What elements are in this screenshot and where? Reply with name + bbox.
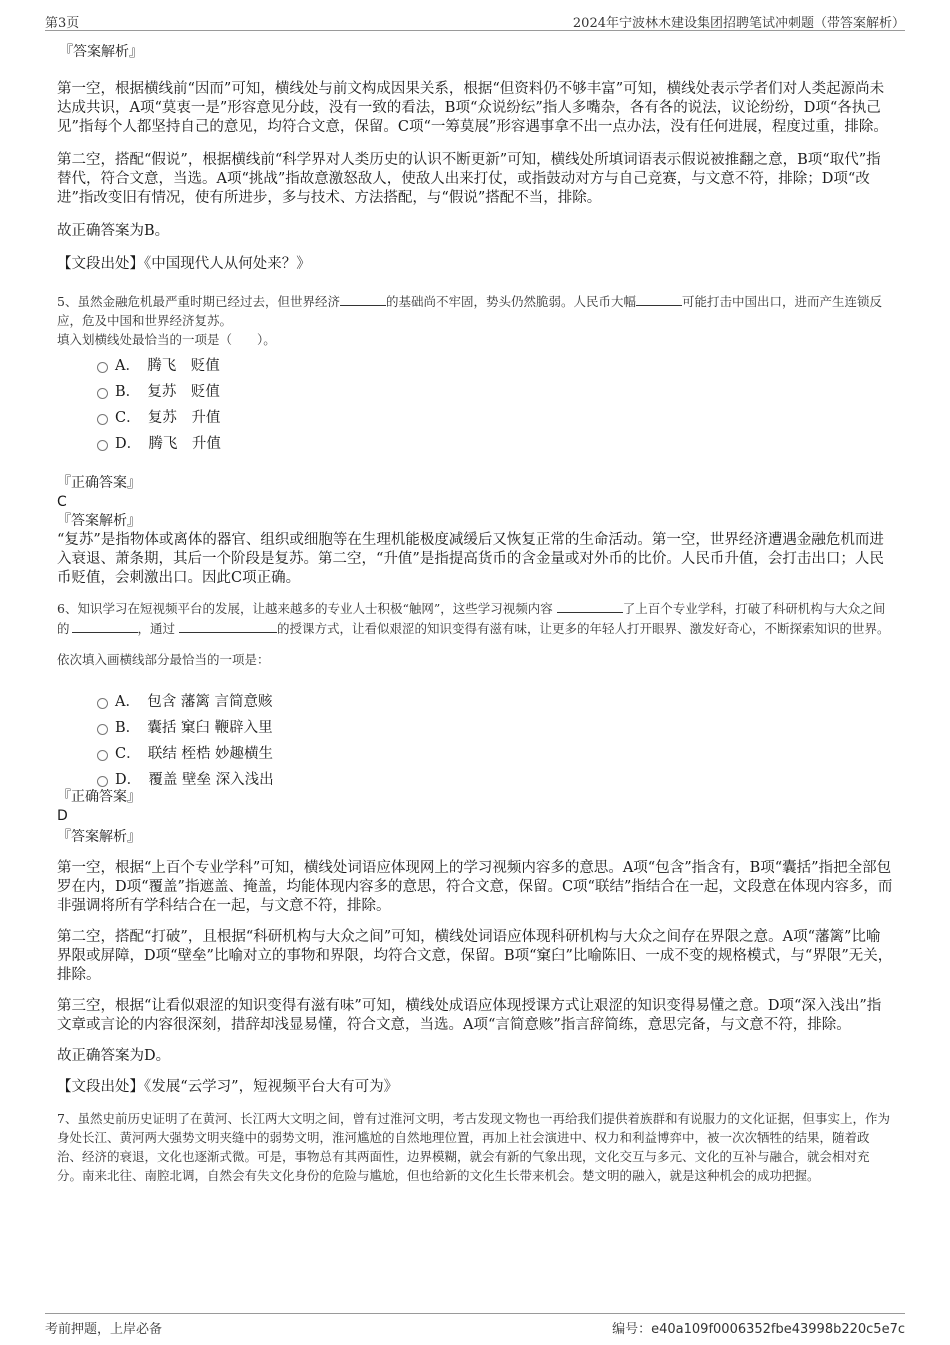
q6-answer: D: [57, 808, 68, 824]
q6-instruction: 依次填入画横线部分最恰当的一项是：: [57, 652, 270, 667]
radio-icon[interactable]: [97, 724, 108, 735]
q7-stem: 7、虽然史前历史证明了在黄河、长江两大文明之间，曾有过淮河文明，考古发现文物也一再给我们提供着族群和有说服力的文化证据，但事实上，作为身处长江、黄河两大强势文明夹缝中的弱势文明，淮河尴尬的自然地理位置，再加上社会演进中、权力和利益博弈中，被一次次牺牲的结果，随着政治、经济的衰退，文化也逐渐式微。可是，事物总有其两面性，边界模糊，就会有新的气象出现，文化交互与多元、文化的互补与融合，就会相对充分。南来北往、南腔北调，自然会有失文化身份的危险与尴尬，但也给新的文化生长带来机会。楚文明的融入，就是这种机会的成功把握。: [57, 1111, 890, 1183]
q6-stem-part4: 的授课方式，让看似艰涩的知识变得有滋有味，让更多的年轻人打开眼界、激发好奇心，不断探索知识的世界。: [277, 621, 890, 636]
q6-blank-2: [72, 618, 138, 633]
q5-instruction: 填入划横线处最恰当的一项是（ ）。: [57, 332, 276, 347]
q5-option-a[interactable]: A． 腾飞 贬值: [57, 353, 893, 379]
q5-option-d[interactable]: D． 腾飞 升值: [57, 431, 893, 457]
q6-stem-part3: ，通过: [137, 621, 176, 636]
q6-blank-3: [179, 618, 277, 633]
q4-analysis-p1: 第一空，根据横线前“因而”可知，横线处与前文构成因果关系，根据“但资料仍不够丰富”可知，横线处表示学者们对人类起源尚未达成共识，A项“莫衷一是”形容意见分歧，没有一致的看法，B项“众说纷纭”指人多嘴杂，各有各的说法，议论纷纷，D项“各执己见”指每个人都坚持自己的意见，均符合文意，保留。C项“一筹莫展”形容遇事拿不出一点办法，没有任何进展，程度过重，排除。: [57, 81, 888, 135]
q4-analysis-p2: 第二空，搭配“假说”，根据横线前“科学界对人类历史的认识不断更新”可知，横线处所填词语表示假说被推翻之意，B项“取代”指替代，符合文意，当选。A项“挑战”指故意激怒敌人，使敌人出来打仗，或指鼓动对方与自己竞赛，与文意不符，排除；D项“改进”指改变旧有情况，使有所进步，多与技术、方法搭配，与“假说”搭配不当，排除。: [57, 152, 881, 206]
q6-stem-part2: 了上百个专业学科，打破了科研机构与大众之间的: [57, 601, 886, 636]
q6-blank-1: [557, 598, 623, 613]
q6-analysis-p2: 第二空，搭配“打破”，且根据“科研机构与大众之间”可知，横线处词语应体现科研机构与大众之间存在界限之意。A项“藩篱”比喻界限或屏障，D项“壁垒”比喻对立的事物和界限，均符合文意，保留。B项“窠臼”比喻陈旧、一成不变的规格模式，与“界限”无关，排除。: [57, 929, 893, 983]
q5-stem-part1: 5、虽然金融危机最严重时期已经过去，但世界经济: [57, 294, 340, 309]
document-code-value: e40a109f0006352fbe43998b220c5e7c: [651, 1322, 905, 1337]
q4-answer-summary: 故正确答案为B。: [57, 223, 170, 239]
q6-analysis-p3: 第三空，根据“让看似艰涩的知识变得有滋有味”可知，横线处成语应体现授课方式让艰涩的知识变得易懂之意。D项“深入浅出”指文章或言论的内容很深刻，措辞却浅显易懂，符合文意，当选。A项“言简意赅”指言辞简练，意思完备，与文意不符，排除。: [57, 998, 882, 1033]
document-title: 2024年宁波林木建设集团招聘笔试冲刺题（带答案解析）: [572, 16, 905, 31]
footer-slogan: 考前押题，上岸必备: [45, 1322, 163, 1337]
q5-answer-title: 『正确答案』: [57, 475, 141, 491]
q4-analysis-title: 『答案解析』: [59, 44, 143, 60]
q6-source: 【文段出处】《发展“云学习”，短视频平台大有可为》: [57, 1079, 399, 1095]
q6-stem: [57, 598, 893, 638]
radio-icon[interactable]: [97, 362, 108, 373]
q5-stem-part3: 可能打击中国出口，进而产生连锁反应，危及中国和世界经济复苏。: [57, 294, 882, 328]
document-code: [612, 1318, 905, 1337]
q6-option-b[interactable]: B． 囊括 窠臼 鞭辟入里: [57, 715, 893, 741]
q5-blank-2: [636, 291, 682, 306]
q5-analysis: “复苏”是指物体或离体的器官、组织或细胞等在生理机能极度减缓后又恢复正常的生命活动。第一空，世界经济遭遇金融危机而进入衰退、萧条期，其后一个阶段是复苏。第二空，“升值”是指提高货币的含金量或对外币的比价。人民币升值，会打击出口；人民币贬值，会刺激出口。因此C项正确。: [57, 532, 884, 586]
page-footer: [45, 1313, 905, 1336]
q6-option-d[interactable]: D． 覆盖 壁垒 深入浅出: [57, 767, 893, 787]
radio-icon[interactable]: [97, 414, 108, 425]
radio-icon[interactable]: [97, 750, 108, 761]
q6-analysis-p1: 第一空，根据“上百个专业学科”可知，横线处词语应体现网上的学习视频内容多的意思。A项“包含”指含有，B项“囊括”指把全部包罗在内，D项“覆盖”指遮盖、掩盖，均能体现内容多的意思，符合文意，保留。C项“联结”指结合在一起，文段意在体现内容多，而非强调将所有学科结合在一起，与文意不符，排除。: [57, 860, 893, 914]
q6-option-a[interactable]: A． 包含 藩篱 言简意赅: [57, 689, 893, 715]
q5-blank-1: [340, 291, 386, 306]
radio-icon[interactable]: [97, 440, 108, 451]
q6-answer-summary: 故正确答案为D。: [57, 1048, 171, 1064]
q6-option-c[interactable]: C． 联结 桎梏 妙趣横生: [57, 741, 893, 767]
q5-stem-part2: 的基础尚不牢固，势头仍然脆弱。人民币大幅: [385, 294, 636, 309]
q4-source: 【文段出处】《中国现代人从何处来？》: [57, 256, 311, 272]
q5-option-c[interactable]: C． 复苏 升值: [57, 405, 893, 431]
q5-answer: C: [57, 494, 67, 510]
q6-analysis-title: 『答案解析』: [57, 829, 141, 845]
q6-answer-title: 『正确答案』: [57, 789, 141, 805]
q5-analysis-title: 『答案解析』: [57, 513, 141, 529]
page-number: 第3页: [45, 16, 80, 31]
q6-stem-part1: 6、知识学习在短视频平台的发展，让越来越多的专业人士积极“触网”，这些学习视频内容: [57, 601, 553, 616]
q5-stem: [57, 291, 893, 330]
radio-icon[interactable]: [97, 698, 108, 709]
q5-options: [57, 353, 893, 457]
q6-options: [57, 689, 893, 787]
page-header: [45, 8, 905, 31]
q5-option-b[interactable]: B． 复苏 贬值: [57, 379, 893, 405]
document-code-label: 编号：: [612, 1322, 652, 1337]
radio-icon[interactable]: [97, 776, 108, 787]
radio-icon[interactable]: [97, 388, 108, 399]
page-content: [57, 42, 893, 1185]
